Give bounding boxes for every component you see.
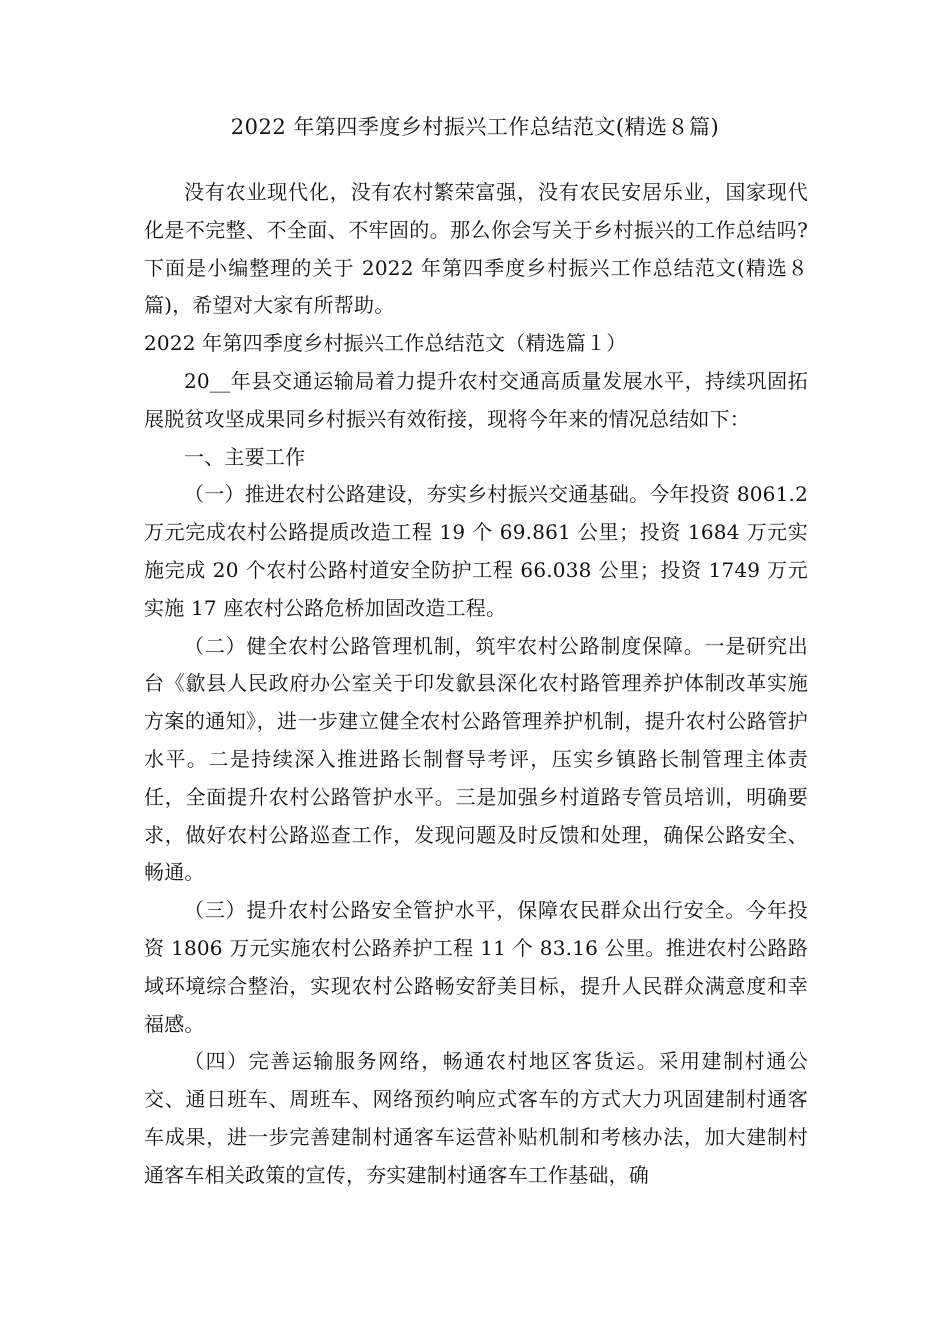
work-item-1: （一）推进农村公路建设，夯实乡村振兴交通基础。今年投资 8061.2 万元完成农村公路提质改造工程 19 个 69.861 公里；投资 1684 万元实施完成 20 个农村公路村道安全防护工程 66.038 公里；投资 1749 万元实施 17 座农村公路危桥加固改造工程。 [144,482,808,620]
document-title: 2022 年第四季度乡村振兴工作总结范文(精选８篇) [230,115,720,139]
section-heading: 2022 年第四季度乡村振兴工作总结范文（精选篇１） [144,331,627,356]
opening-paragraph: 20__年县交通运输局着力提升农村交通高质量发展水平，持续巩固拓展脱贫攻坚成果同乡村振兴有效衔接，现将今年来的情况总结如下： [144,368,808,431]
intro-paragraph: 没有农业现代化，没有农村繁荣富强，没有农民安居乐业，国家现代化是不完整、不全面、不牢固的。那么你会写关于乡村振兴的工作总结吗?下面是小编整理的关于 2022 年第四季度乡村振兴工作总结范文(精选８篇)，希望对大家有所帮助。 [144,180,808,318]
main-work-heading: 一、主要工作 [184,444,306,469]
work-item-3: （三）提升农村公路安全管护水平，保障农民群众出行安全。今年投资 1806 万元实施农村公路养护工程 11 个 83.16 公里。推进农村公路路域环境综合整治，实现农村公路畅安舒美目标，提升人民群众满意度和幸福感。 [144,898,808,1036]
work-item-2: （二）健全农村公路管理机制，筑牢农村公路制度保障。一是研究出台《歙县人民政府办公室关于印发歙县深化农村路管理养护体制改革实施方案的通知》，进一步建立健全农村公路管理养护机制，提升农村公路管护水平。二是持续深入推进路长制督导考评，压实乡镇路长制管理主体责任，全面提升农村公路管护水平。三是加强乡村道路专管员培训，明确要求，做好农村公路巡查工作，发现问题及时反馈和处理，确保公路安全、畅通。 [144,633,808,885]
document-body [144,174,808,1195]
work-item-4: （四）完善运输服务网络，畅通农村地区客货运。采用建制村通公交、通日班车、周班车、网络预约响应式客车的方式大力巩固建制村通客车成果，进一步完善建制村通客车运营补贴机制和考核办法，加大建制村通客车相关政策的宣传，夯实建制村通客车工作基础，确 [144,1049,808,1187]
